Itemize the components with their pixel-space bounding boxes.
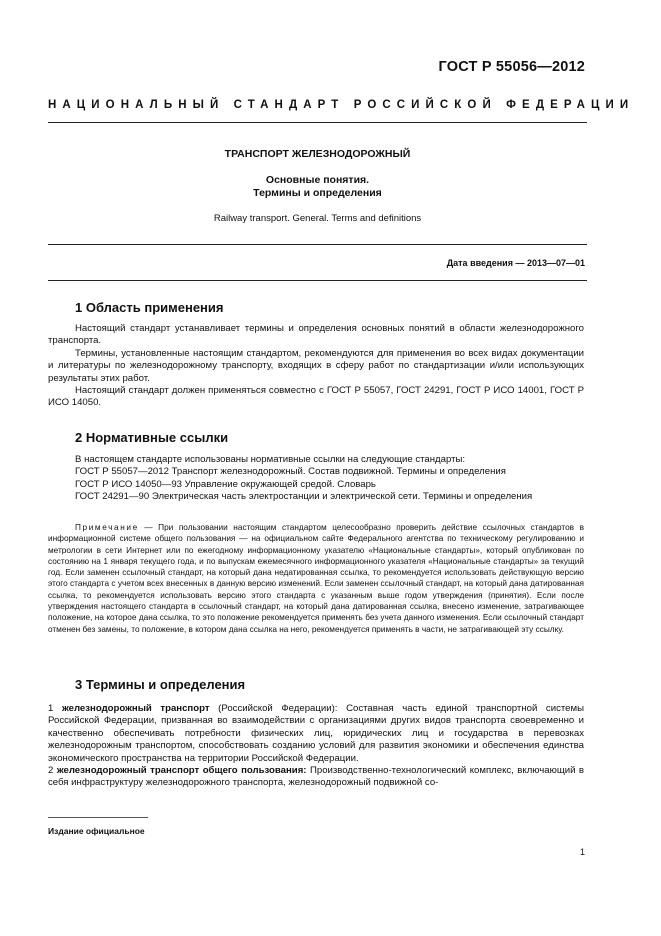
section-1-heading: 1 Область применения	[75, 300, 224, 315]
subtitle-line-1: Основные понятия.	[265, 174, 370, 186]
section-3-body	[48, 703, 584, 790]
title-divider	[48, 244, 587, 245]
term-number: 2	[48, 765, 57, 777]
paragraph: Настоящий стандарт должен применяться совместно с ГОСТ Р 55057, ГОСТ 24291, ГОСТ Р ИСО 14001, ГОСТ Р ИСО 14050.	[48, 385, 584, 409]
paragraph: В настоящем стандарте использованы нормативные ссылки на следующие стандарты:	[75, 454, 466, 465]
reference-item: ГОСТ Р 55057—2012 Транспорт железнодорожный. Состав подвижной. Термины и определения	[75, 466, 506, 478]
header-divider	[48, 122, 587, 123]
paragraph: Термины, установленные настоящим стандартом, рекомендуются для применения во всех видах документации и литературы по железнодорожному транспорту, входящих в сферу работ по стандартизации и/или использующих результаты этих работ.	[48, 347, 584, 384]
term-definition: Производственно-технологический комплекс, включающий в себя инфраструктуру железнодорожного транспорта, железнодорожный подвижной со-	[48, 765, 584, 789]
note-text: — При пользовании настоящим стандартом целесообразно проверить действие ссылочных стандартов в информационной системе общего пользования — на официальном сайте Федерального агентства по техническому регулированию и метрологии в сети Интернет или по ежегодному информационному указателю «Национальные стандарты», который опубликован по состоянию на 1 января текущего года, и по выпускам ежемесячного информационного указателя «Национальные стандарты» за текущий год. Если заменен ссылочный стандарт, на который дана недатированная ссылка, то рекомендуется использовать действующую версию этого стандарта с учетом всех внесенных в данную версию изменений. Если заменен ссылочный стандарт, на который дана датированная ссылка, то рекомендуется использовать версию этого стандарта с указанным выше годом утверждения (принятия). Если после утверждения настоящего стандарта в ссылочный стандарт, на который дана датированная ссылка, внесено изменение, затрагивающее положение, на которое дана ссылка, то это положение рекомендуется применять без учета данного изменения. Если ссылочный стандарт отменен без замены, то положение, в котором дана ссылка на него, рекомендуется применять в части, не затрагивающей эту ссылку.	[48, 523, 584, 634]
term-entry	[48, 703, 584, 765]
section-1-body	[48, 323, 584, 410]
date-divider	[48, 280, 587, 281]
section-2-heading: 2 Нормативные ссылки	[75, 430, 229, 445]
reference-item: ГОСТ 24291—90 Электрическая часть электростанции и электрической сети. Термины и определения	[75, 491, 533, 503]
term-entry	[48, 765, 584, 790]
document-subtitle	[48, 174, 587, 200]
reference-item: ГОСТ Р ИСО 14050—93 Управление окружающей средой. Словарь	[75, 478, 376, 490]
footer-divider	[48, 817, 148, 818]
section-3-heading: 3 Термины и определения	[75, 677, 246, 692]
document-code: ГОСТ Р 55056—2012	[438, 59, 585, 75]
english-title: Railway transport. General. Terms and definitions	[213, 213, 422, 224]
term-number: 1	[48, 703, 62, 714]
introduction-date: Дата введения — 2013—07—01	[446, 258, 585, 268]
national-standard-banner: НАЦИОНАЛЬНЫЙ СТАНДАРТ РОССИЙСКОЙ ФЕДЕРАЦИИ	[48, 99, 635, 111]
paragraph: Настоящий стандарт устанавливает термины и определения основных понятий в области железнодорожного транспорта.	[48, 323, 584, 347]
subtitle-line-2: Термины и определения	[253, 187, 382, 199]
section-2-body	[48, 454, 584, 504]
term-definition: (Российской Федерации): Составная часть единой транспортной системы Российской Федерации, призванная во взаимодействии с организациями других видов транспорта своевременно и качественно обеспечивать потребности физических лиц, юридических лиц и государства в перевозках железнодорожным транспортом, способствовать созданию условий для развития экономики и обеспечения единства экономического пространства на территории Российской Федерации.	[48, 703, 584, 764]
page-number: 1	[579, 847, 585, 857]
term-name: железнодорожный транспорт общего пользования:	[56, 765, 307, 777]
edition-label: Издание официальное	[48, 826, 145, 836]
document-title: ТРАНСПОРТ ЖЕЛЕЗНОДОРОЖНЫЙ	[224, 148, 411, 160]
note-paragraph	[48, 522, 584, 635]
term-name: железнодорожный транспорт	[61, 703, 210, 714]
note-label: Примечание	[75, 523, 139, 532]
note-block	[48, 522, 584, 635]
